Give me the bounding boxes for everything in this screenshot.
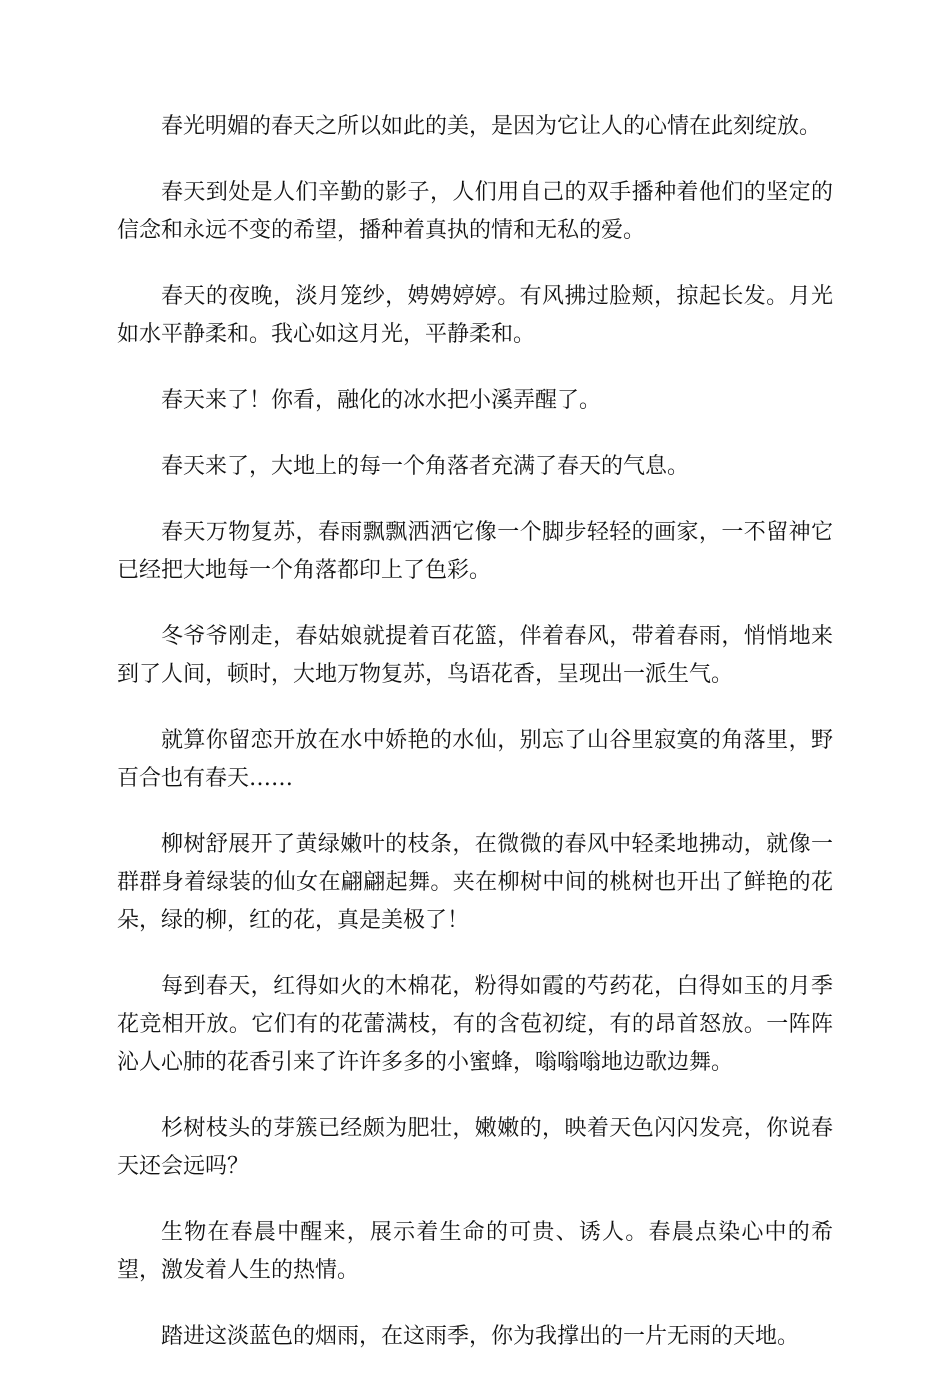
- paragraph-7: 冬爷爷刚走，春姑娘就提着百花篮，伴着春风，带着春雨，悄悄地来到了人间，顿时，大地万物复苏，鸟语花香，呈现出一派生气。: [117, 624, 833, 687]
- paragraph-6: 春天万物复苏，春雨飘飘洒洒它像一个脚步轻轻的画家，一不留神它已经把大地每一个角落都印上了色彩。: [117, 520, 833, 583]
- paragraph-3: 春天的夜晚，淡月笼纱，娉娉婷婷。有风拂过脸颊，掠起长发。月光如水平静柔和。我心如这月光，平静柔和。: [117, 284, 833, 347]
- paragraph-2: 春天到处是人们辛勤的影子，人们用自己的双手播种着他们的坚定的信念和永远不变的希望，播种着真执的情和无私的爱。: [117, 180, 833, 243]
- paragraph-13: 踏进这淡蓝色的烟雨，在这雨季，你为我撑出的一片无雨的天地。: [161, 1324, 800, 1349]
- paragraph-11: 杉树枝头的芽簇已经颇为肥壮，嫩嫩的，映着天色闪闪发亮，你说春天还会远吗？: [117, 1116, 833, 1179]
- paragraph-5: 春天来了，大地上的每一个角落者充满了春天的气息。: [161, 454, 690, 479]
- paragraph-4: 春天来了！你看，融化的冰水把小溪弄醒了。: [161, 388, 602, 413]
- paragraph-1: 春光明媚的春天之所以如此的美，是因为它让人的心情在此刻绽放。: [161, 114, 822, 139]
- paragraph-8: 就算你留恋开放在水中娇艳的水仙，别忘了山谷里寂寞的角落里，野百合也有春天……: [117, 728, 833, 791]
- paragraph-9: 柳树舒展开了黄绿嫩叶的枝条，在微微的春风中轻柔地拂动，就像一群群身着绿装的仙女在翩翩起舞。夹在柳树中间的桃树也开出了鲜艳的花朵，绿的柳，红的花，真是美极了！: [117, 832, 833, 933]
- paragraph-10: 每到春天，红得如火的木棉花，粉得如霞的芍药花，白得如玉的月季花竞相开放。它们有的花蕾满枝，有的含苞初绽，有的昂首怒放。一阵阵沁人心肺的花香引来了许许多多的小蜜蜂，嗡嗡嗡地边歌边舞。: [117, 974, 833, 1075]
- paragraph-12: 生物在春晨中醒来，展示着生命的可贵、诱人。春晨点染心中的希望，激发着人生的热情。: [117, 1220, 833, 1283]
- document-page: [117, 0, 833, 1384]
